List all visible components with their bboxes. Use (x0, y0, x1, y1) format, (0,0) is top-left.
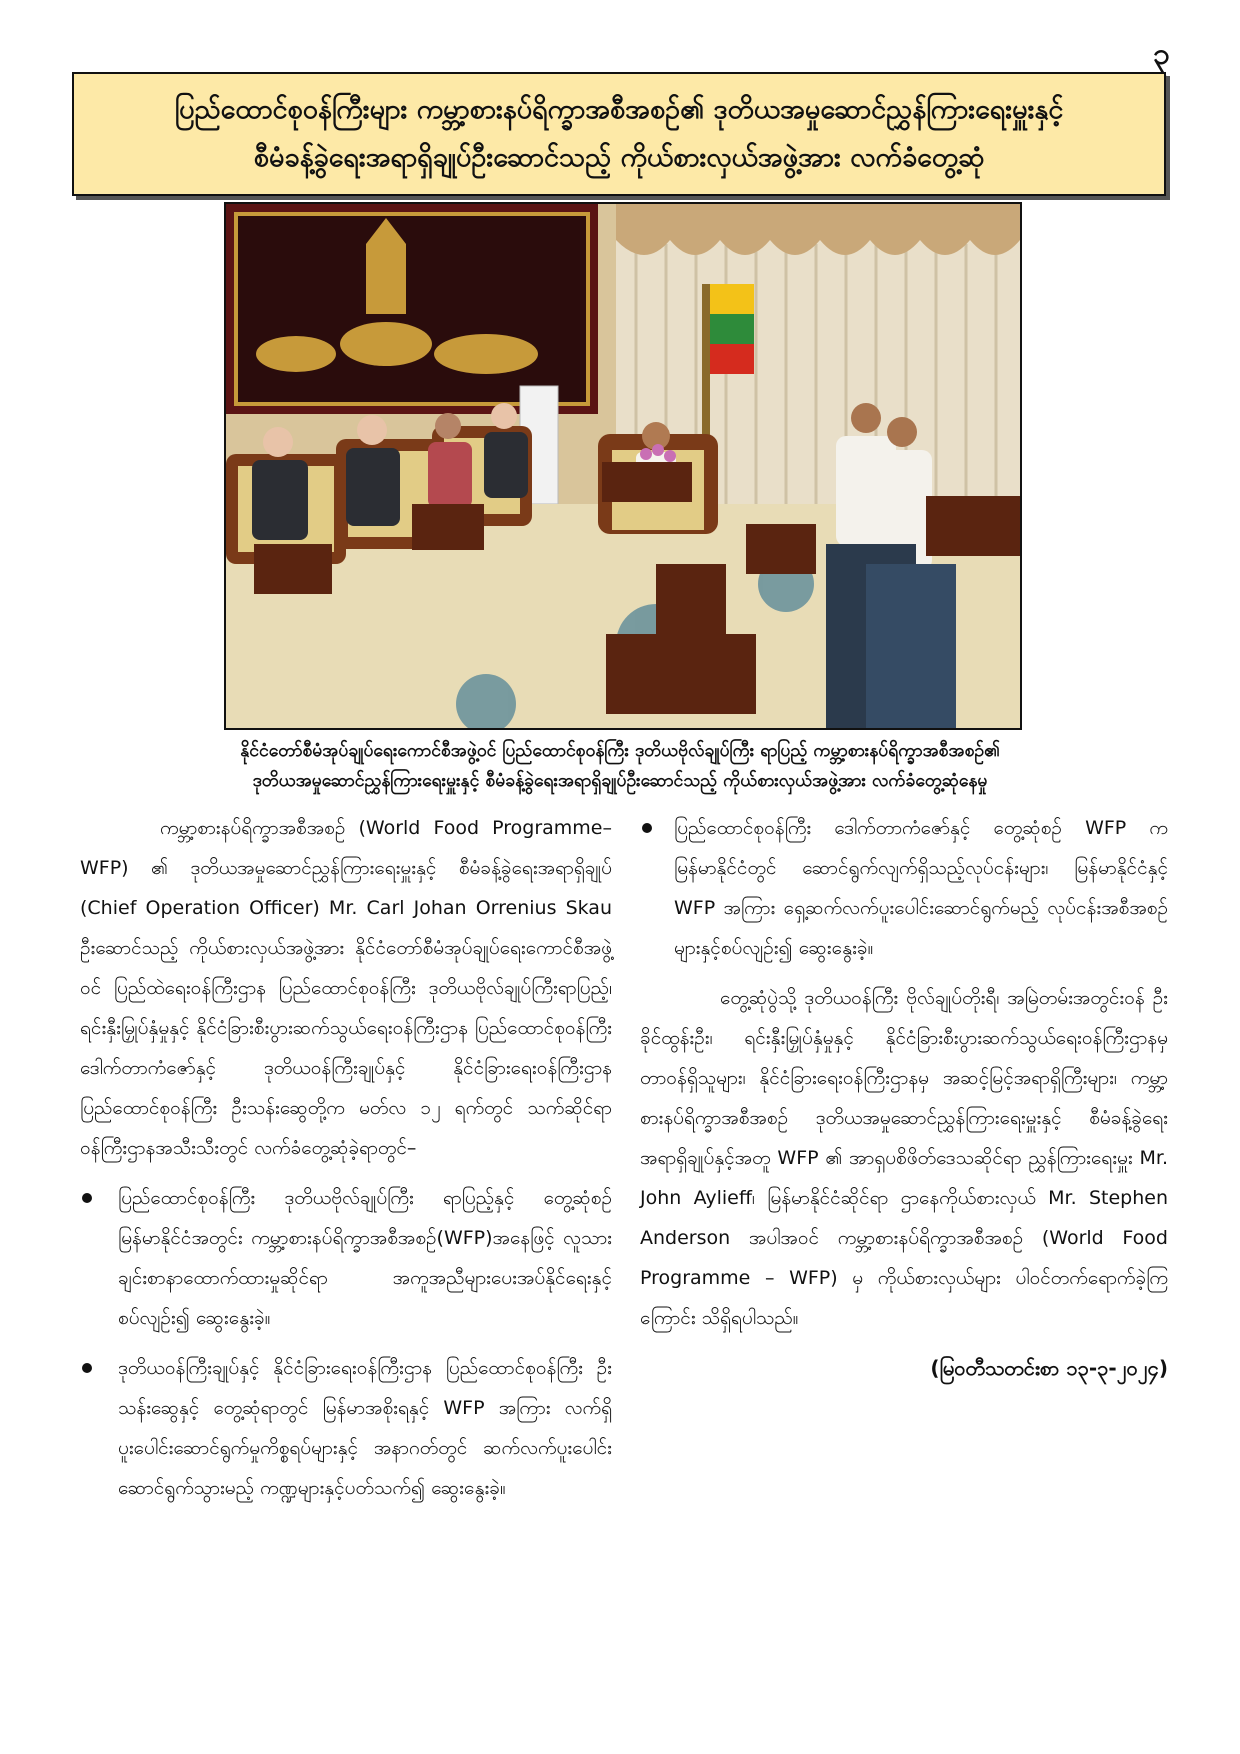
meeting-photo (224, 202, 1022, 730)
headline-line-2: စီမံခန့်ခွဲရေးအရာရှိချုပ်ဦးဆောင်သည့် ကိုယ်စားလှယ်အဖွဲ့အား လက်ခံတွေ့ဆုံ (253, 142, 985, 173)
bullet-text: ဒုတိယဝန်ကြီးချုပ်နှင့် နိုင်ငံခြားရေးဝန်ကြီးဌာန ပြည်ထောင်စုဝန်ကြီး ဦးသန်းဆွေနှင့် တွေ့ဆုံရာတွင် မြန်မာအစိုးရနှင့် WFP အကြား လက်ရှိပူးပေါင်းဆောင်ရွက်မှုကိစ္စရပ်များနှင့် အနာဂတ်တွင် ဆက်လက်ပူးပေါင်းဆောင်ရွက်သွားမည့် ကဏ္ဍများနှင့်ပတ်သက်၍ ဆွေးနွေးခဲ့။ (118, 1357, 612, 1499)
bullet-item (640, 808, 1168, 968)
right-column (640, 808, 1168, 1388)
page-number: ၃ (1153, 37, 1170, 72)
bullet-item (80, 1348, 612, 1508)
headline-line-1: ပြည်ထောင်စုဝန်ကြီးများ ကမ္ဘာ့စားနပ်ရိက္ခာအစီအစဉ်၏ ဒုတိယအမှုဆောင်ညွှန်ကြားရေးမှူးနှင့် (174, 94, 1064, 125)
bullet-item (80, 1178, 612, 1338)
caption-line-1: နိုင်ငံတော်စီမံအုပ်ချုပ်ရေးကောင်စီအဖွဲ့ဝင် ပြည်ထောင်စုဝန်ကြီး ဒုတိယဗိုလ်ချုပ်ကြီး ရာပြည့် ကမ္ဘာ့စားနပ်ရိက္ခာအစီအစဉ်၏ (240, 741, 1000, 761)
bullet-text: ပြည်ထောင်စုဝန်ကြီး ဒေါက်တာကံဇော်နှင့် တွေ့ဆုံစဉ် WFP က မြန်မာနိုင်ငံတွင် ဆောင်ရွက်လျက်ရှိသည့်လုပ်ငန်းများ၊ မြန်မာနိုင်ငံနှင့် WFP အကြား ရှေ့ဆက်လက်ပူးပေါင်းဆောင်ရွက်မည့် လုပ်ငန်းအစီအစဉ်များနှင့်စပ်လျဉ်း၍ ဆွေးနွေးခဲ့။ (674, 817, 1168, 959)
caption-line-2: ဒုတိယအမှုဆောင်ညွှန်ကြားရေးမှူးနှင့် စီမံခန့်ခွဲရေးအရာရှိချုပ်ဦးဆောင်သည့် ကိုယ်စားလှယ်အဖွဲ့အား လက်ခံတွေ့ဆုံနေမှု (252, 771, 988, 791)
intro-paragraph: ကမ္ဘာ့စားနပ်ရိက္ခာအစီအစဉ် (World Food Programme–WFP) ၏ ဒုတိယအမှုဆောင်ညွှန်ကြားရေးမှူးနှင့် စီမံခန့်ခွဲရေးအရာရှိချုပ် (Chief Operation Officer) Mr. Carl Johan Orrenius Skau ဦးဆောင်သည့် ကိုယ်စားလှယ်အဖွဲ့အား နိုင်ငံတော်စီမံအုပ်ချုပ်ရေးကောင်စီအဖွဲ့ဝင် ပြည်ထဲရေးဝန်ကြီးဌာန ပြည်ထောင်စုဝန်ကြီး ဒုတိယဗိုလ်ချုပ်ကြီးရာပြည့်၊ ရင်းနှီးမြှုပ်နှံမှုနှင့် နိုင်ငံခြားစီးပွားဆက်သွယ်ရေးဝန်ကြီးဌာန ပြည်ထောင်စုဝန်ကြီး ဒေါက်တာကံဇော်နှင့် ဒုတိယဝန်ကြီးချုပ်နှင့် နိုင်ငံခြားရေးဝန်ကြီးဌာန ပြည်ထောင်စုဝန်ကြီး ဦးသန်းဆွေတို့က မတ်လ ၁၂ ရက်တွင် သက်ဆိုင်ရာ ဝန်ကြီးဌာနအသီးသီးတွင် လက်ခံတွေ့ဆုံခဲ့ရာတွင်– (80, 817, 612, 1159)
headline-box (72, 72, 1166, 196)
meeting-photo-illustration (226, 204, 1020, 728)
attendees-paragraph: တွေ့ဆုံပွဲသို့ ဒုတိယဝန်ကြီး ဗိုလ်ချုပ်တိုးရီ၊ အမြဲတမ်းအတွင်းဝန် ဦးခိုင်ထွန်းဦး၊ ရင်းနှီးမြှုပ်နှံမှုနှင့် နိုင်ငံခြားစီးပွားဆက်သွယ်ရေးဝန်ကြီးဌာနမှ တာဝန်ရှိသူများ၊ နိုင်ငံခြားရေးဝန်ကြီးဌာနမှ အဆင့်မြင့်အရာရှိကြီးများ၊ ကမ္ဘာ့စားနပ်ရိက္ခာအစီအစဉ် ဒုတိယအမှုဆောင်ညွှန်ကြားရေးမှူးနှင့် စီမံခန့်ခွဲရေးအရာရှိချုပ်နှင့်အတူ WFP ၏ အာရှပစိဖိတ်ဒေသဆိုင်ရာ ညွှန်ကြားရေးမှူး Mr. John Aylieff၊ မြန်မာနိုင်ငံဆိုင်ရာ ဌာနေကိုယ်စားလှယ် Mr. Stephen Anderson အပါအဝင် ကမ္ဘာ့စားနပ်ရိက္ခာအစီအစဉ် (World Food Programme – WFP) မှ ကိုယ်စားလှယ်များ ပါဝင်တက်ရောက်ခဲ့ကြကြောင်း သိရှိရပါသည်။ (640, 987, 1168, 1329)
bullet-icon (82, 1363, 92, 1373)
left-column (80, 808, 612, 1518)
bullet-icon (642, 823, 652, 833)
bullet-icon (82, 1193, 92, 1203)
news-source: (မြဝတီသတင်းစာ ၁၃-၃-၂၀၂၄) (930, 1356, 1168, 1380)
bullet-text: ပြည်ထောင်စုဝန်ကြီး ဒုတိယဗိုလ်ချုပ်ကြီး ရာပြည့်နှင့် တွေ့ဆုံစဉ် မြန်မာနိုင်ငံအတွင်း ကမ္ဘာ့စားနပ်ရိက္ခာအစီအစဉ်(WFP)အနေဖြင့် လူသားချင်းစာနာထောက်ထားမှုဆိုင်ရာ အကူအညီများပေးအပ်နိုင်ရေးနှင့်စပ်လျဉ်း၍ ဆွေးနွေးခဲ့။ (118, 1187, 612, 1329)
photo-caption (100, 736, 1140, 796)
